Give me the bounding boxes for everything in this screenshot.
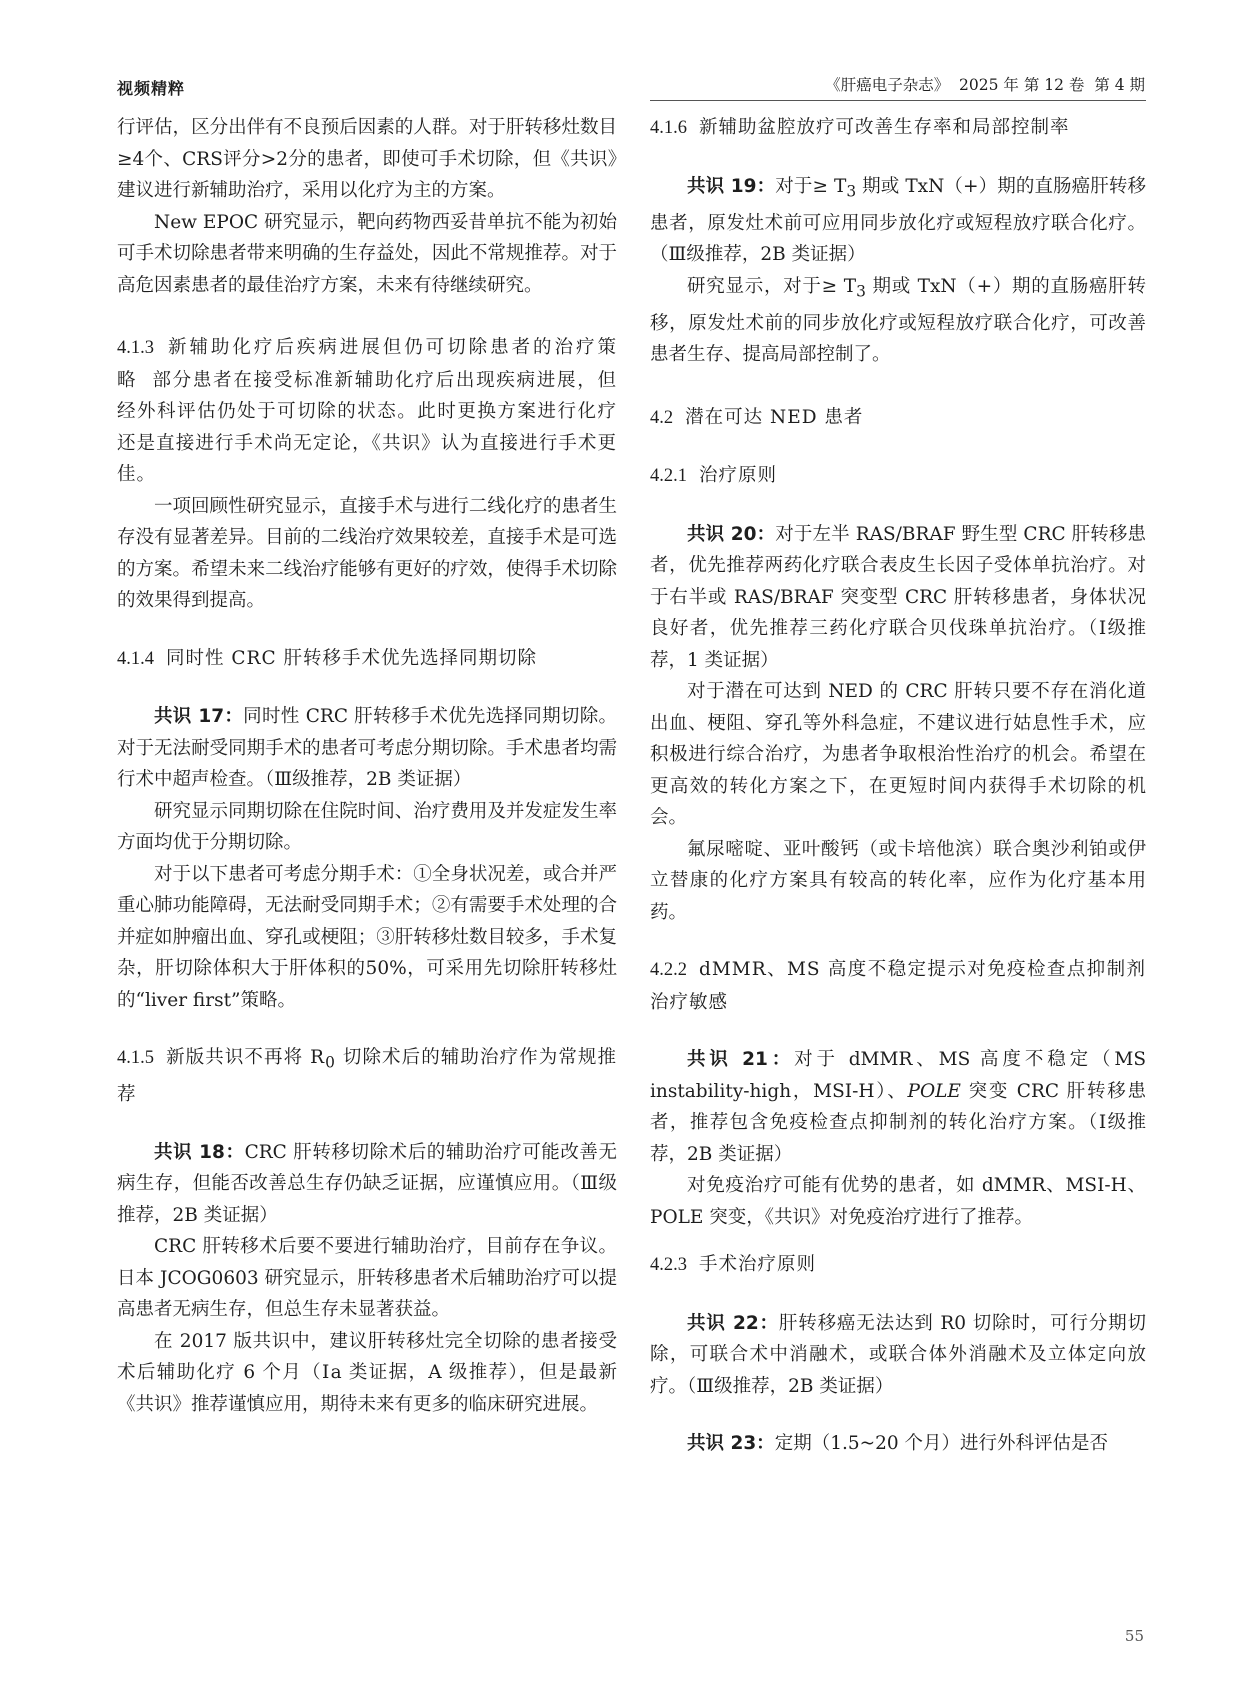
section-heading-4-1-5: 4.1.5 新版共识不再将 $R_0$ 切除术后的辅助治疗作为常规推荐 bbox=[117, 1047, 617, 1106]
paragraph: 对免疫治疗可能有优势的患者，如 dMMR、MSI-H、POLE 突变，《共识》对免疫治疗进行了推荐。 bbox=[650, 1175, 1146, 1228]
section-heading-4-1-4: 4.1.4 同时性 CRC 肝转移手术优先选择同期切除 bbox=[117, 647, 538, 669]
page-number: 55 bbox=[1124, 1627, 1144, 1645]
header-divider bbox=[650, 100, 1146, 101]
section-heading-4-2-1: 4.2.1 治疗原则 bbox=[650, 465, 778, 487]
paragraph: 行评估，区分出伴有不良预后因素的人群。对于肝转移灶数目≥4个、CRS评分>2分的患者，即使可手术切除，但《共识》建议进行新辅助治疗，采用以化疗为主的方案。 bbox=[117, 117, 617, 201]
section-heading-4-2-3: 4.2.3 手术治疗原则 bbox=[650, 1254, 817, 1276]
paragraph: 对于以下患者可考虑分期手术：①全身状况差，或合并严重心肺功能障碍，无法耐受同期手术；②有需要手术处理的合并症如肿瘤出血、穿孔或梗阻；③肝转移灶数目较多，手术复杂，肝切除体积大于肝体积的50%，可采用先切除肝转移灶的“liver first”策略。 bbox=[117, 863, 617, 1011]
section-heading-4-2-2: 4.2.2 dMMR、MS 高度不稳定提示对免疫检查点抑制剂治疗敏感 bbox=[650, 959, 1146, 1013]
consensus-21: 共识 21：对于 dMMR、MS 高度不稳定（MS instability-high，MSI-H）、POLE 突变 CRC 肝转移患者，推荐包含免疫检查点抑制剂的转化治疗方案。（Ⅰ级推荐，2B 类证据） bbox=[650, 1049, 1147, 1165]
left-column bbox=[117, 112, 617, 1420]
consensus-17: 共识 17：同时性 CRC 肝转移手术优先选择同期切除。对于无法耐受同期手术的患者可考虑分期切除。手术患者均需行术中超声检查。（Ⅲ级推荐，2B 类证据） bbox=[117, 706, 617, 790]
section-heading-4-1-3: 4.1.3 新辅助化疗后疾病进展但仍可切除患者的治疗策略 部分患者在接受标准新辅助化疗后出现疾病进展，但经外科评估仍处于可切除的状态。此时更换方案进行化疗还是直接进行手术尚无定论，《共识》认为直接进行手术更佳。 bbox=[117, 337, 617, 485]
right-column bbox=[650, 112, 1146, 1460]
consensus-20: 共识 20：对于左半 RAS/BRAF 野生型 CRC 肝转移患者，优先推荐两药化疗联合表皮生长因子受体单抗治疗。对于右半或 RAS/BRAF 突变型 CRC 肝转移患者，身体状况良好者，优先推荐三药化疗联合贝伐珠单抗治疗。（Ⅰ级推荐，1 类证据） bbox=[650, 523, 1146, 671]
paragraph: 研究显示，对于≥ $T_3$ 期或 TxN（+）期的直肠癌肝转移，原发灶术前的同步放化疗或短程放疗联合化疗，可改善患者生存、提高局部控制了。 bbox=[650, 275, 1146, 366]
consensus-18: 共识 18：CRC 肝转移切除术后的辅助治疗可能改善无病生存，但能否改善总生存仍缺乏证据，应谨慎应用。（Ⅲ级推荐，2B 类证据） bbox=[117, 1141, 618, 1226]
paragraph: 在 2017 版共识中，建议肝转移灶完全切除的患者接受术后辅助化疗 6 个月（Ⅰa 类证据，A 级推荐），但是最新《共识》推荐谨慎应用，期待未来有更多的临床研究进展。 bbox=[117, 1330, 617, 1415]
consensus-23: 共识 23：定期（1.5~20 个月）进行外科评估是否 bbox=[687, 1433, 1109, 1455]
section-label: 视频精粹 bbox=[117, 79, 186, 98]
consensus-22: 共识 22：肝转移癌无法达到 R0 切除时，可行分期切除，可联合术中消融术，或联合体外消融术及立体定向放疗。（Ⅲ级推荐，2B 类证据） bbox=[650, 1312, 1147, 1397]
paragraph: 对于潜在可达到 NED 的 CRC 肝转只要不存在消化道出血、梗阻、穿孔等外科急症，不建议进行姑息性手术，应积极进行综合治疗，为患者争取根治性治疗的机会。希望在更高效的转化方案之下，在更短时间内获得手术切除的机会。 bbox=[650, 681, 1146, 829]
paragraph: 一项回顾性研究显示，直接手术与进行二线化疗的患者生存没有显著差异。目前的二线治疗效果较差，直接手术是可选的方案。希望未来二线治疗能够有更好的疗效，使得手术切除的效果得到提高。 bbox=[117, 495, 617, 611]
section-heading-4-1-6: 4.1.6 新辅助盆腔放疗可改善生存率和局部控制率 bbox=[650, 117, 1070, 138]
section-heading-4-2: 4.2 潜在可达 NED 患者 bbox=[650, 406, 864, 428]
paragraph: 氟尿嘧啶、亚叶酸钙（或卡培他滨）联合奥沙利铂或伊立替康的化疗方案具有较高的转化率，应作为化疗基本用药。 bbox=[650, 838, 1146, 923]
journal-info: 《肝癌电子杂志》 2025 年 第 12 卷 第 4 期 bbox=[825, 76, 1145, 94]
paragraph: CRC 肝转移术后要不要进行辅助治疗，目前存在争议。日本 JCOG0603 研究显示，肝转移患者术后辅助治疗可以提高患者无病生存，但总生存未显著获益。 bbox=[117, 1236, 617, 1321]
consensus-19: 共识 19：对于≥ $T_3$ 期或 TxN（+）期的直肠癌肝转移患者，原发灶术前可应用同步放化疗或短程放疗联合化疗。（Ⅲ级推荐，2B 类证据） bbox=[650, 175, 1146, 266]
paragraph: 研究显示同期切除在住院时间、治疗费用及并发症发生率方面均优于分期切除。 bbox=[117, 800, 617, 853]
paragraph: New EPOC 研究显示，靶向药物西妥昔单抗不能为初始可手术切除患者带来明确的生存益处，因此不常规推荐。对于高危因素患者的最佳治疗方案，未来有待继续研究。 bbox=[117, 211, 617, 296]
